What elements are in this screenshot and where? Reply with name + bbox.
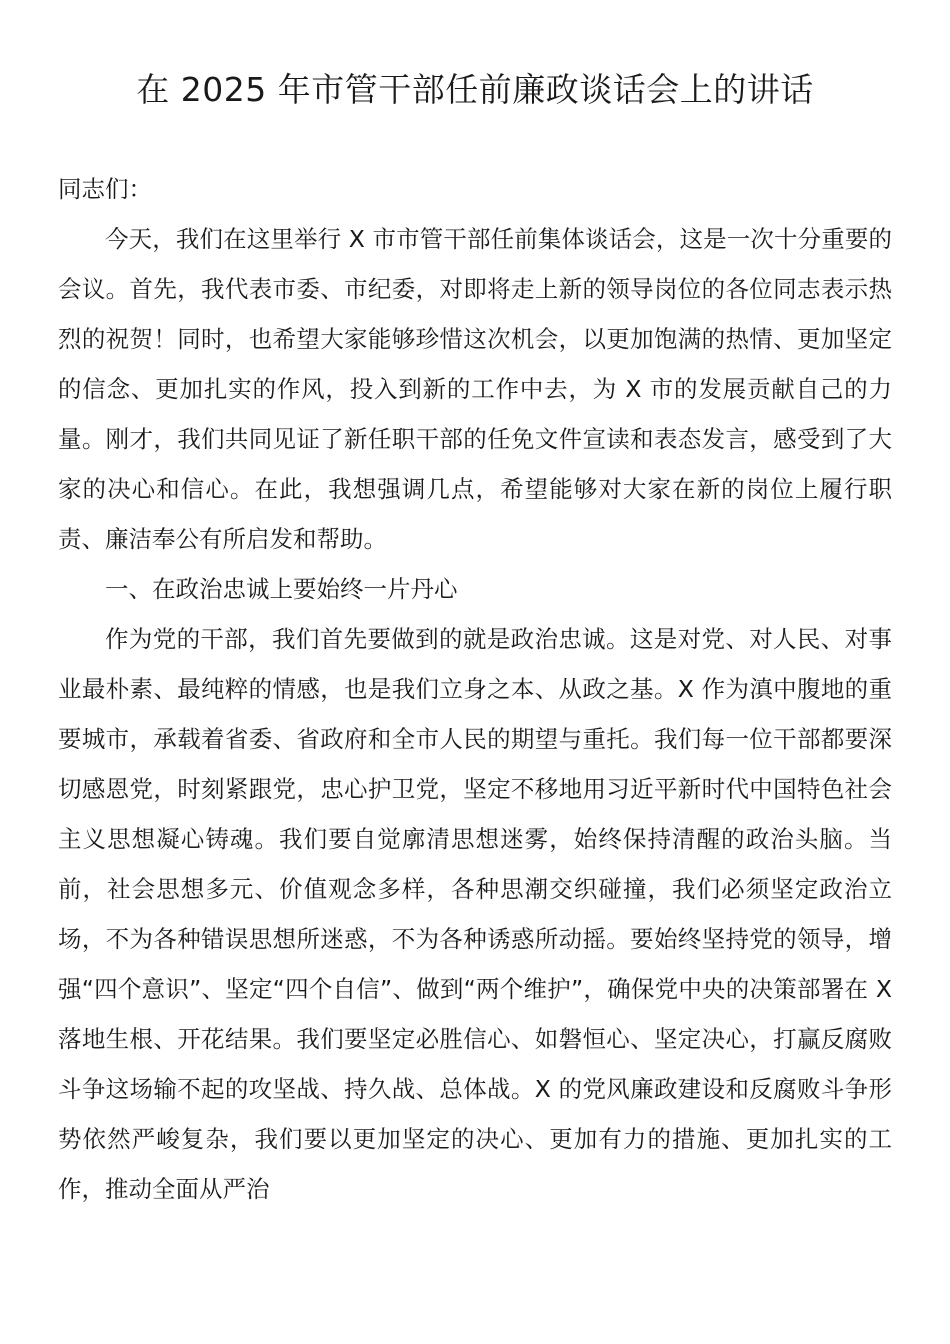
document-body [58, 164, 892, 1214]
section-heading-1: 一、在政治忠诚上要始终一片丹心 [105, 575, 458, 603]
salutation: 同志们： [58, 175, 152, 203]
paragraph-opening: 今天，我们在这里举行 X 市市管干部任前集体谈话会，这是一次十分重要的会议。首先，我代表市委、市纪委，对即将走上新的领导岗位的各位同志表示热烈的祝贺！同时，也希望大家能够珍惜这次机会，以更加饱满的热情、更加坚定的信念、更加扎实的作风，投入到新的工作中去，为 X 市的发展贡献自己的力量。刚才，我们共同见证了新任职干部的任免文件宣读和表态发言，感受到了大家的决心和信心。在此，我想强调几点，希望能够对大家在新的岗位上履行职责、廉洁奉公有所启发和帮助。 [58, 225, 892, 553]
document-title: 在 2025 年市管干部任前廉政谈话会上的讲话 [136, 70, 814, 109]
paragraph-section-1: 作为党的干部，我们首先要做到的就是政治忠诚。这是对党、对人民、对事业最朴素、最纯粹的情感，也是我们立身之本、从政之基。X 作为滇中腹地的重要城市，承载着省委、省政府和全市人民的期望与重托。我们每一位干部都要深切感恩党，时刻紧跟党，忠心护卫党，坚定不移地用习近平新时代中国特色社会主义思想凝心铸魂。我们要自觉廓清思想迷雾，始终保持清醒的政治头脑。当前，社会思想多元、价值观念多样，各种思潮交织碰撞，我们必须坚定政治立场，不为各种错误思想所迷惑，不为各种诱惑所动摇。要始终坚持党的领导，增强“四个意识”、坚定“四个自信”、做到“两个维护”，确保党中央的决策部署在 X 落地生根、开花结果。我们要坚定必胜信心、如磐恒心、坚定决心，打赢反腐败斗争这场输不起的攻坚战、持久战、总体战。X 的党风廉政建设和反腐败斗争形势依然严峻复杂，我们要以更加坚定的决心、更加有力的措施、更加扎实的工作，推动全面从严治 [58, 625, 892, 1203]
